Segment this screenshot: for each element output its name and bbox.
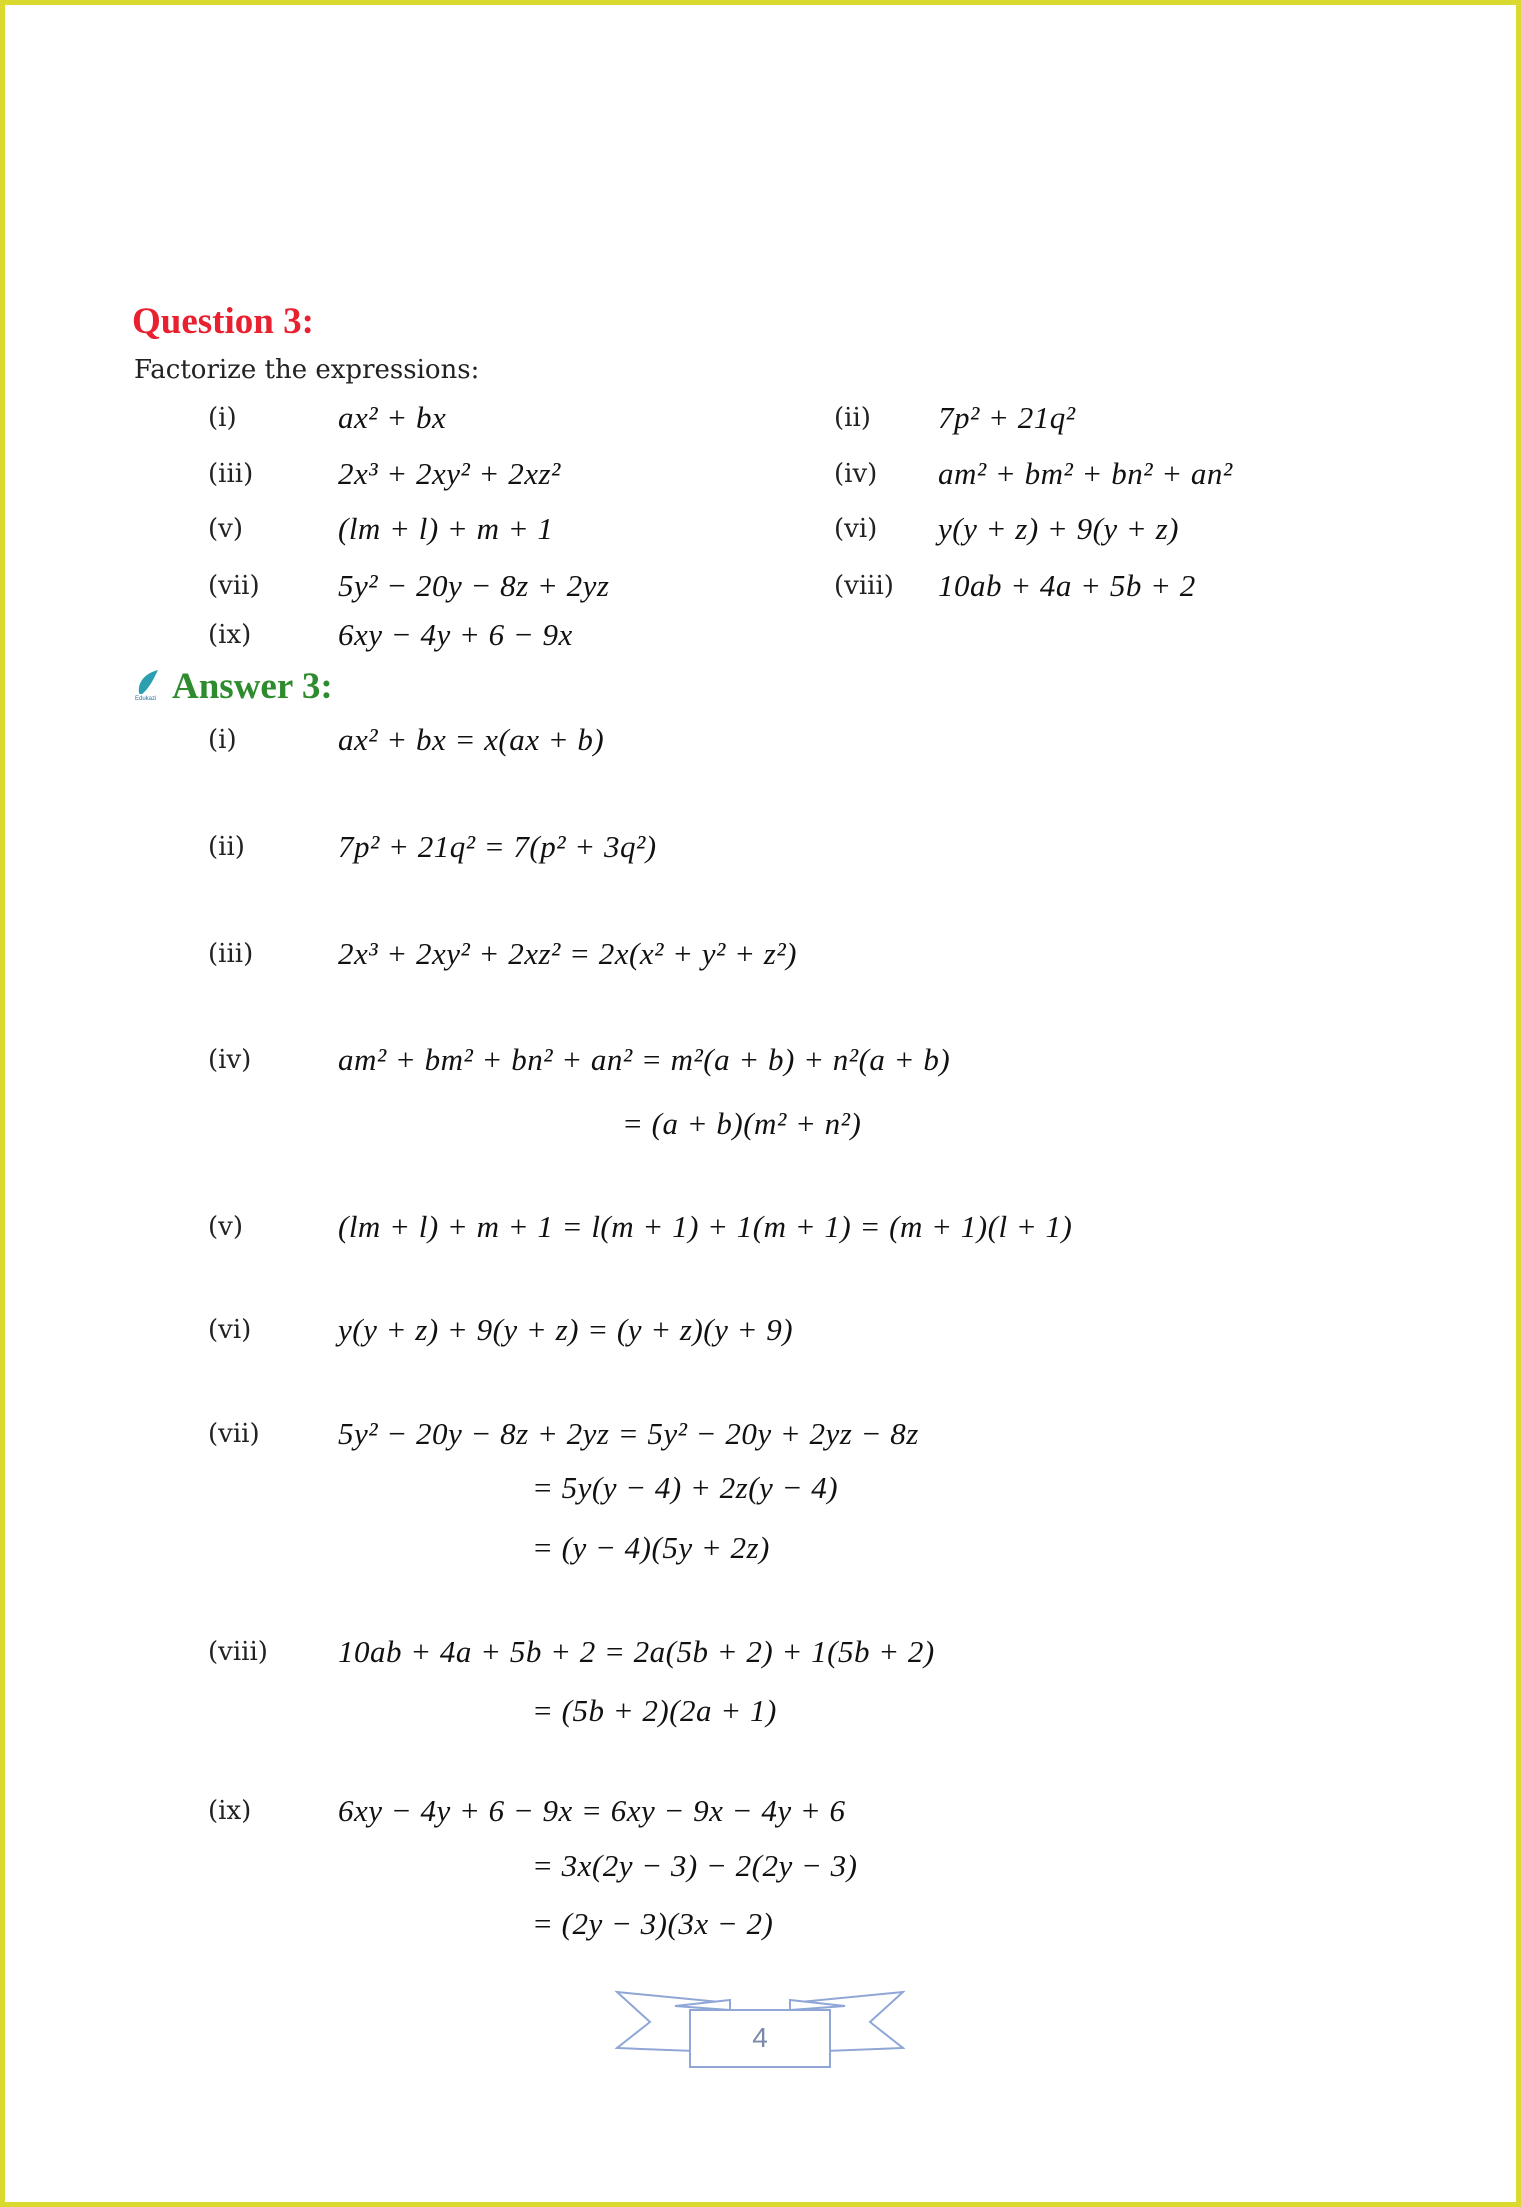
question-title: Question 3: bbox=[132, 301, 314, 342]
answer-line: = (2y − 3)(3x − 2) bbox=[532, 1906, 774, 1941]
question-expression: am² + bm² + bn² + an² bbox=[938, 456, 1233, 491]
question-expression: 10ab + 4a + 5b + 2 bbox=[938, 568, 1196, 603]
answer-line: = 5y(y − 4) + 2z(y − 4) bbox=[532, 1470, 839, 1505]
page-number: 4 bbox=[752, 2022, 768, 2053]
answer-line: 10ab + 4a + 5b + 2 = 2a(5b + 2) + 1(5b + 2) bbox=[338, 1634, 935, 1669]
answer-label: (ii) bbox=[208, 832, 245, 862]
question-label: (vii) bbox=[208, 571, 260, 601]
answer-line: am² + bm² + bn² + an² = m²(a + b) + n²(a + b) bbox=[338, 1042, 951, 1077]
answer-label: (v) bbox=[208, 1212, 243, 1242]
answer-line: 5y² − 20y − 8z + 2yz = 5y² − 20y + 2yz − 8z bbox=[338, 1416, 919, 1451]
question-expression: 6xy − 4y + 6 − 9x bbox=[338, 617, 573, 652]
answer-label: (viii) bbox=[208, 1637, 268, 1667]
answer-line: 6xy − 4y + 6 − 9x = 6xy − 9x − 4y + 6 bbox=[338, 1793, 846, 1828]
answer-title: Answer 3: bbox=[172, 666, 333, 707]
question-intro: Factorize the expressions: bbox=[134, 355, 480, 385]
answer-line: ax² + bx = x(ax + b) bbox=[338, 722, 605, 757]
answer-label: (vii) bbox=[208, 1419, 260, 1449]
question-label: (ii) bbox=[834, 403, 871, 433]
answer-line: = (5b + 2)(2a + 1) bbox=[532, 1693, 777, 1728]
question-label: (iii) bbox=[208, 459, 254, 489]
answer-line: (lm + l) + m + 1 = l(m + 1) + 1(m + 1) = (m + 1)(l + 1) bbox=[338, 1209, 1073, 1244]
svg-text:Edukazi: Edukazi bbox=[135, 696, 157, 702]
question-label: (i) bbox=[208, 403, 237, 433]
question-expression: 7p² + 21q² bbox=[938, 400, 1076, 435]
question-label: (vi) bbox=[834, 514, 878, 544]
edukazi-logo-icon bbox=[132, 668, 162, 702]
answer-line: = 3x(2y − 3) − 2(2y − 3) bbox=[532, 1848, 858, 1883]
question-label: (ix) bbox=[208, 620, 252, 650]
question-label: (iv) bbox=[834, 459, 878, 489]
answer-line: = (a + b)(m² + n²) bbox=[622, 1106, 862, 1141]
answer-label: (iii) bbox=[208, 939, 254, 969]
question-expression: 2x³ + 2xy² + 2xz² bbox=[338, 456, 561, 491]
answer-label: (iv) bbox=[208, 1045, 252, 1075]
answer-line: = (y − 4)(5y + 2z) bbox=[532, 1530, 770, 1565]
question-expression: 5y² − 20y − 8z + 2yz bbox=[338, 568, 610, 603]
answer-line: 2x³ + 2xy² + 2xz² = 2x(x² + y² + z²) bbox=[338, 936, 797, 971]
question-label: (viii) bbox=[834, 571, 894, 601]
answer-line: 7p² + 21q² = 7(p² + 3q²) bbox=[338, 829, 657, 864]
question-label: (v) bbox=[208, 514, 243, 544]
question-expression: (lm + l) + m + 1 bbox=[338, 511, 554, 546]
answer-label: (ix) bbox=[208, 1796, 252, 1826]
answer-line: y(y + z) + 9(y + z) = (y + z)(y + 9) bbox=[338, 1312, 794, 1347]
answer-label: (i) bbox=[208, 725, 237, 755]
answer-label: (vi) bbox=[208, 1315, 252, 1345]
question-expression: y(y + z) + 9(y + z) bbox=[938, 511, 1179, 546]
question-expression: ax² + bx bbox=[338, 400, 447, 435]
